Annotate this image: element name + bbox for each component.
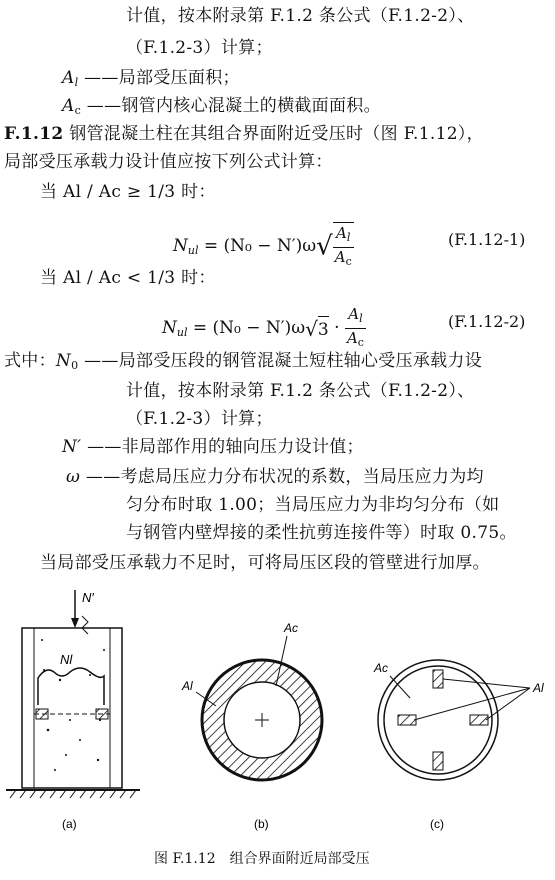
equation-2 [162, 305, 366, 352]
n0-text-1: ——局部受压段的钢管混凝土短柱轴心受压承载力设 [84, 351, 483, 371]
section-f112-heading [4, 122, 484, 146]
ac-symbol: A [62, 96, 75, 116]
where-nprime [62, 435, 364, 459]
section-text-1: 钢管混凝土柱在其组合界面附近受压时（图 F.1.12）， [69, 124, 484, 144]
section-number: F.1.12 [4, 124, 64, 144]
nl-label: Nl [60, 652, 73, 667]
omega-text-3: 与钢管内壁焊接的柔性抗剪连接件等）时取 0.75。 [126, 523, 517, 543]
figure-c-section [373, 660, 544, 831]
al-subscript: l [74, 76, 79, 89]
ac-label-c: Ac [374, 661, 389, 675]
condition-2: 当 Al / Ac < 1/3 时： [40, 268, 216, 288]
caption-b: (b) [254, 817, 269, 831]
eq1-lhs: N [173, 236, 188, 256]
eq1-sqrt: √ $\frac{A_l}{A_c}$ [316, 222, 354, 271]
definition-ac [62, 94, 381, 123]
eq2-fraction: $\frac{A_l}{A_c}$ [346, 305, 364, 349]
eq1-middle: = (N₀ − N′)ω [203, 236, 317, 256]
ac-description: ——钢管内核心混凝土的横截面面积。 [86, 96, 381, 116]
nprime-text: ——非局部作用的轴向压力设计值； [87, 437, 364, 457]
connector-right-c [470, 715, 488, 725]
continued-text-line-1: 计值，按本附录第 F.1.2 条公式（F.1.2-2）、 [126, 6, 475, 26]
eq2-sqrt: √3 [305, 316, 329, 341]
connector-top [433, 670, 443, 688]
al-label-c: Al [533, 681, 544, 695]
n0-text-3: （F.1.2-3）计算； [126, 409, 273, 429]
caption-a: (a) [62, 817, 77, 831]
al-description: ——局部受压面积； [84, 68, 240, 88]
figure-f112 [0, 580, 555, 880]
final-note: 当局部受压承载力不足时，可将局压区段的管壁进行加厚。 [40, 553, 490, 573]
equation-1-number: (F.1.12-1) [448, 230, 526, 249]
omega-symbol: ω [66, 467, 81, 487]
equation-2-number: (F.1.12-2) [448, 312, 526, 331]
where-n0 [4, 349, 482, 378]
caption-c: (c) [430, 817, 444, 831]
continued-text-line-2: （F.1.2-3）计算； [126, 38, 273, 58]
eq2-lhs-sub: ul [176, 326, 188, 339]
al-label-b: Al [182, 679, 193, 693]
where-omega [66, 465, 484, 489]
figure-title: 图 F.1.12 组合界面附近局部受压 [154, 851, 370, 867]
connector-left-c [398, 715, 416, 725]
ac-label-b: Ac [284, 621, 299, 635]
eq2-lhs: N [162, 318, 177, 338]
load-n-prime-label: N′ [82, 590, 94, 605]
connector-bottom [433, 752, 443, 770]
load-arrow-head [71, 618, 79, 628]
ac-subscript: c [74, 104, 82, 117]
al-symbol: A [62, 68, 75, 88]
condition-1: 当 Al / Ac ≥ 1/3 时： [40, 182, 216, 202]
ground-hatching [10, 790, 136, 798]
n0-symbol: N [55, 351, 72, 371]
eq1-lhs-sub: ul [187, 244, 199, 257]
eq2-middle: = (N₀ − N′)ω [192, 318, 306, 338]
equation-1 [173, 222, 354, 271]
figure-b-section [181, 621, 322, 831]
definition-al [62, 66, 240, 95]
n0-subscript: 0 [71, 359, 79, 372]
n0-text-2: 计值，按本附录第 F.1.2 条公式（F.1.2-2）、 [126, 381, 475, 401]
omega-text-2: 匀分布时取 1.00；当局压应力为非均匀分布（如 [126, 495, 500, 515]
nprime-symbol: N′ [62, 437, 82, 457]
section-text-2: 局部受压承载力设计值应按下列公式计算： [4, 152, 333, 172]
eq2-dot: · [334, 318, 340, 338]
eq1-fraction: $\frac{A_l}{A_c}$ [334, 224, 352, 268]
where-prefix: 式中： [4, 351, 56, 371]
omega-text-1: ——考虑局压应力分布状况的系数，当局压应力为均 [85, 467, 484, 487]
figure-a-elevation [6, 590, 140, 831]
